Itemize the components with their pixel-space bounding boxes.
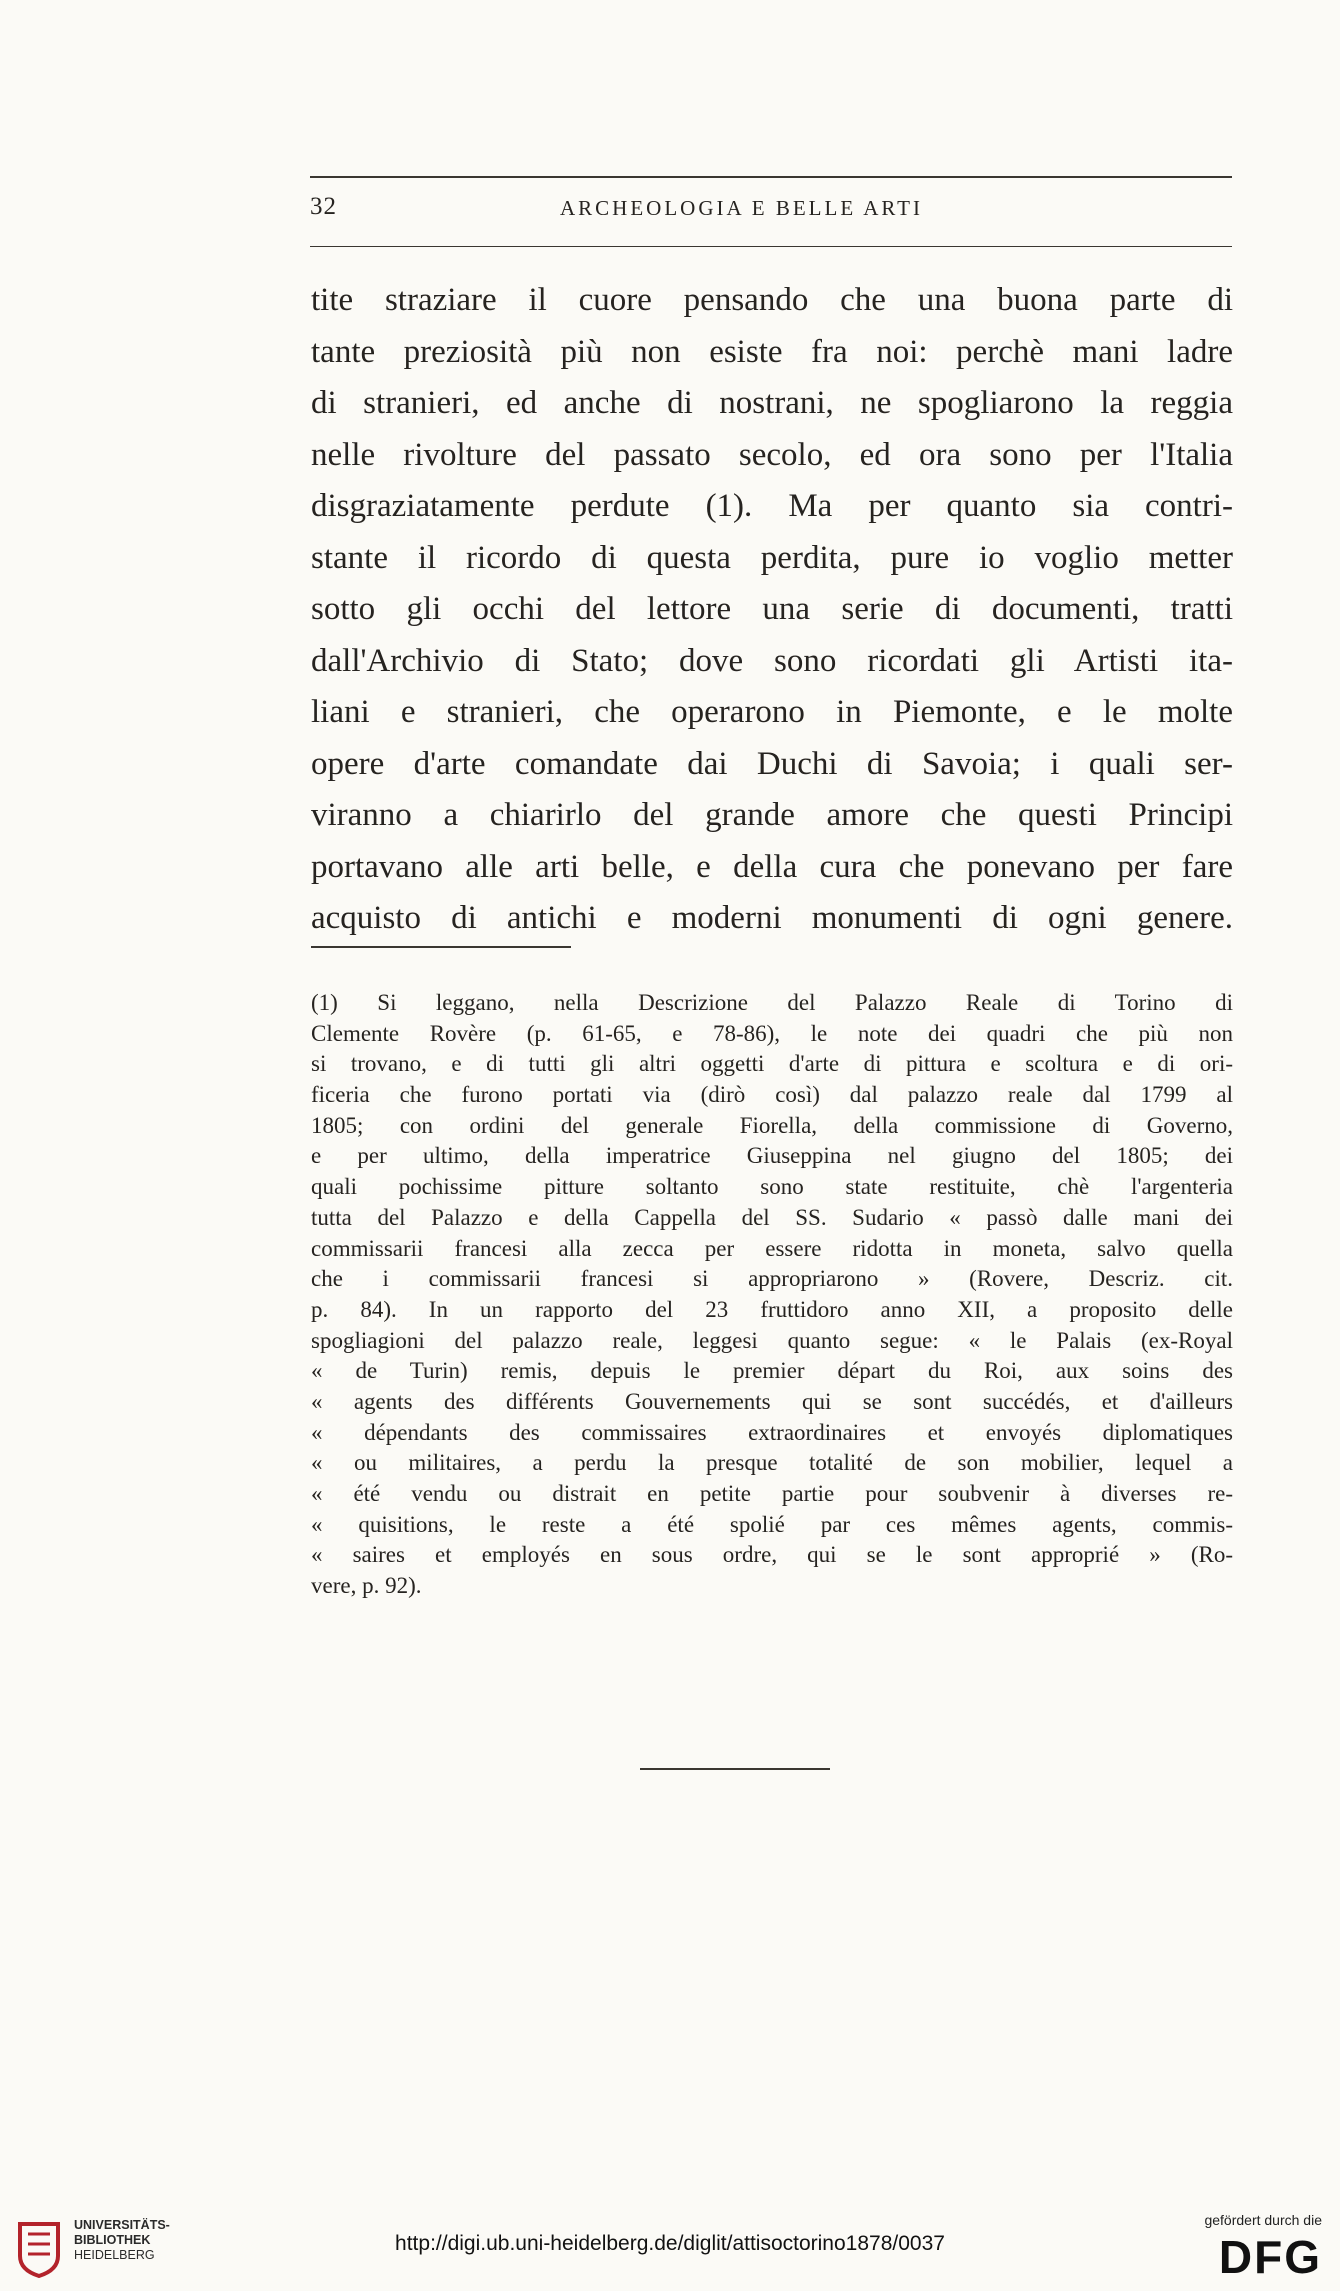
text-line: disgraziatamente perdute (1). Ma per quanto sia contri- [311,488,1233,524]
footnote-line: « été vendu ou distrait en petite partie pour soubvenir à diverses re- [311,1481,1233,1506]
footnote-line: e per ultimo, della imperatrice Giuseppina nel giugno del 1805; dei [311,1143,1233,1169]
footnote-line: commissarii francesi alla zecca per essere ridotta in moneta, salvo quella [311,1235,1233,1261]
text-line: liani e stranieri, che operarono in Piemonte, e le molte [311,694,1233,730]
text-line: acquisto di antichi e moderni monumenti di ogni genere. [311,900,1233,936]
text-line: viranno a chiarirlo del grande amore che questi Principi [311,797,1233,833]
footnote-line: vere, p. 92). [311,1573,422,1599]
footnote-separator [311,946,571,948]
footnote-end-rule [640,1768,830,1770]
footer-bar [0,2200,1340,2291]
footnote-line: si trovano, e di tutti gli altri oggetti d'arte di pittura e scoltura e di ori- [311,1051,1233,1077]
footnote-line: 1805; con ordini del generale Fiorella, della commissione di Governo, [311,1112,1233,1138]
footnote-line: p. 84). In un rapporto del 23 fruttidoro anno XII, a proposito delle [311,1296,1233,1322]
footnote-line: « de Turin) remis, depuis le premier départ du Roi, aux soins des [311,1358,1233,1384]
text-line: nelle rivolture del passato secolo, ed ora sono per l'Italia [311,436,1233,473]
footnote-line: « dépendants des commissaires extraordinaires et envoyés diplomatiques [311,1419,1233,1445]
text-line: tite straziare il cuore pensando che una buona parte di [311,282,1233,318]
header-bottom-rule [310,246,1232,247]
footnote-line: « saires et employés en sous ordre, qui se le sont approprié » (Ro- [311,1542,1233,1568]
dfg-logo: DFG [1218,2231,1322,2283]
footnote-line: « quisitions, le reste a été spolié par ces mêmes agents, commis- [311,1511,1233,1537]
university-library-label: UNIVERSITÄTS- BIBLIOTHEK HEIDELBERG [74,2218,170,2262]
footnote-line: (1) Si leggano, nella Descrizione del Palazzo Reale di Torino di [311,990,1233,1015]
running-title: ARCHEOLOGIA E BELLE ARTI [560,196,923,220]
footnote-line: « agents des différents Gouvernements qui se sont succédés, et d'ailleurs [311,1388,1233,1414]
text-line: di stranieri, ed anche di nostrani, ne spogliarono la reggia [311,385,1233,421]
footnote-line: spogliagioni del palazzo reale, leggesi quanto segue: « le Palais (ex-Royal [311,1327,1233,1353]
funding-label: gefördert durch die [1204,2212,1322,2228]
footnote-line: ficeria che furono portati via (dirò così) dal palazzo reale dal 1799 al [311,1082,1233,1108]
footnote-line: Clemente Rovère (p. 61-65, e 78-86), le note dei quadri che più non [311,1020,1233,1046]
page-number: 32 [310,193,337,220]
footnote-line: che i commissarii francesi si appropriarono » (Rovere, Descriz. cit. [311,1266,1233,1292]
footnote-line: quali pochissime pitture soltanto sono state restituite, chè l'argenteria [311,1174,1233,1200]
footnote-line: tutta del Palazzo e della Cappella del SS. Sudario « passò dalle mani dei [311,1204,1233,1230]
footnote [311,988,1233,1602]
header-top-rule [310,176,1232,178]
text-line: stante il ricordo di questa perdita, pure io voglio metter [311,539,1233,576]
source-url-link[interactable]: http://digi.ub.uni-heidelberg.de/diglit/attisoctorino1878/0037 [395,2232,945,2255]
text-line: portavano alle arti belle, e della cura che ponevano per fare [311,848,1233,885]
footnote-line: « ou militaires, a perdu la presque totalité de son mobilier, lequel a [311,1450,1233,1476]
text-line: sotto gli occhi del lettore una serie di documenti, tratti [311,591,1233,627]
text-line: opere d'arte comandate dai Duchi di Savoia; i quali ser- [311,745,1233,782]
text-line: dall'Archivio di Stato; dove sono ricordati gli Artisti ita- [311,642,1233,679]
text-line: tante preziosità più non esiste fra noi: perchè mani ladre [311,333,1233,370]
main-text [311,275,1233,945]
